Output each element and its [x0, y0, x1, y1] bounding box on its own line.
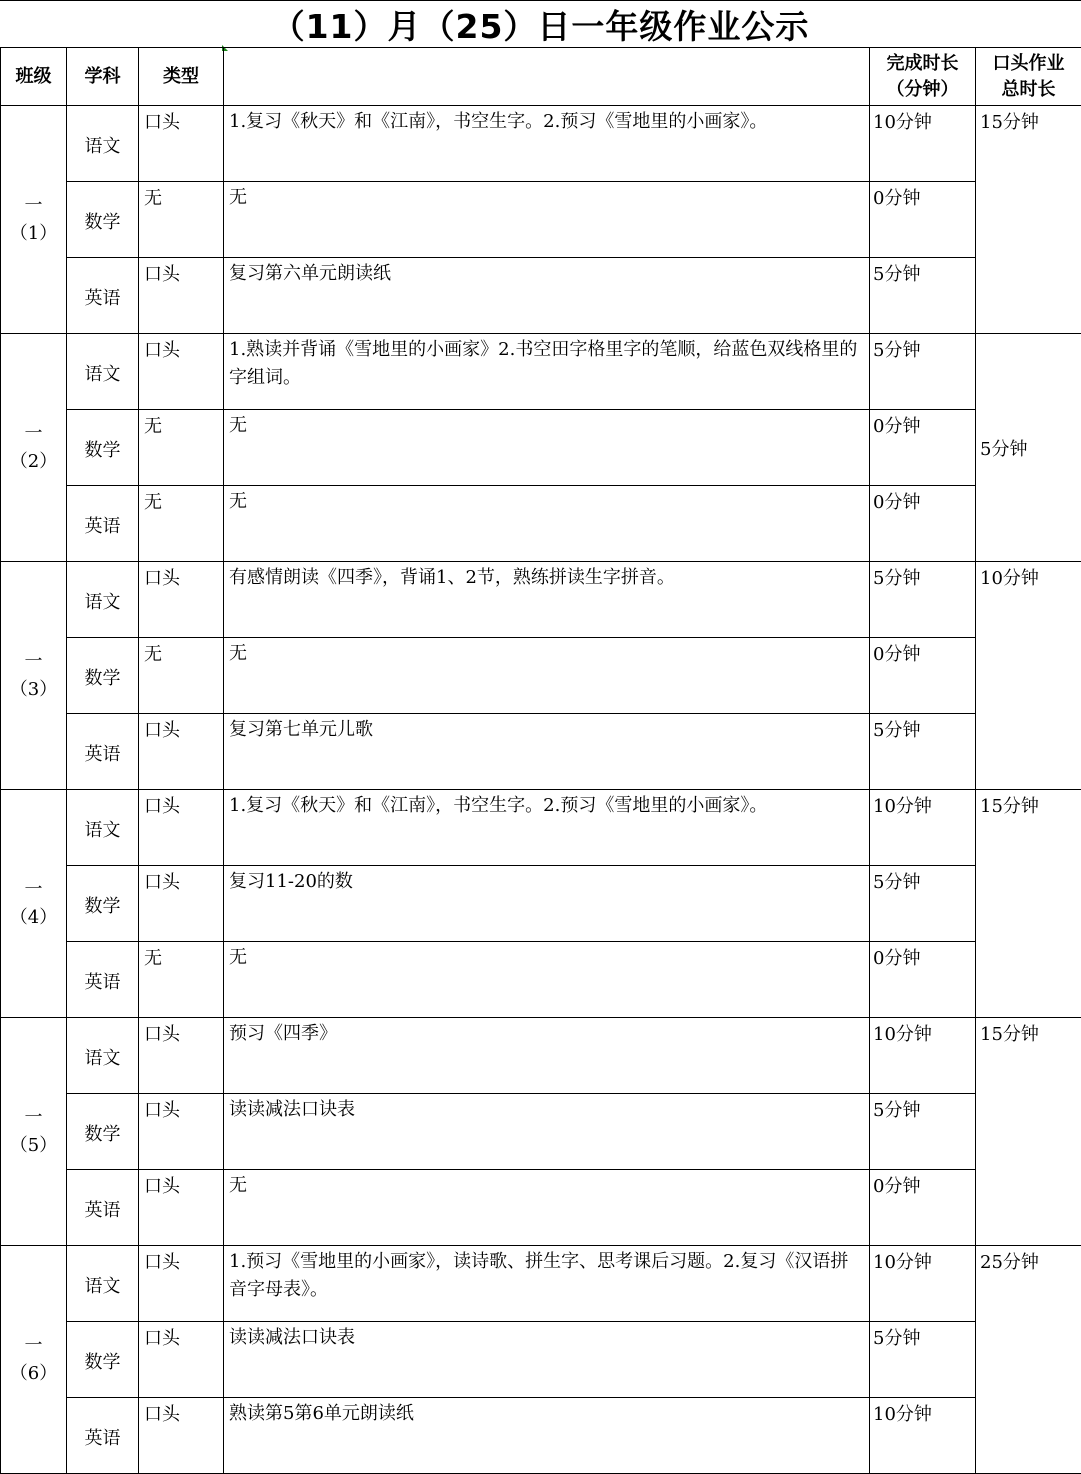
subject-cell: 英语 — [67, 258, 139, 334]
time-cell: 5分钟 — [870, 1094, 976, 1170]
type-cell: 口头 — [139, 1094, 224, 1170]
time-cell: 0分钟 — [870, 942, 976, 1018]
time-cell: 10分钟 — [870, 790, 976, 866]
class-name-bottom: （4） — [10, 907, 57, 928]
total-cell: 15分钟 — [976, 1018, 1081, 1246]
content-cell: 1.预习《雪地里的小画家》，读诗歌、拼生字、思考课后习题。2.复习《汉语拼音字母表》。 — [224, 1246, 870, 1322]
page-title: （11）月（25）日一年级作业公示 — [0, 0, 1081, 48]
total-cell: 15分钟 — [976, 790, 1081, 1018]
class-name-top: 一 — [25, 651, 43, 672]
content-cell: 无 — [224, 486, 870, 562]
class-name-top: 一 — [25, 1335, 43, 1356]
class-cell — [1, 1018, 67, 1246]
class-name-top: 一 — [25, 423, 43, 444]
subject-cell: 数学 — [67, 1322, 139, 1398]
class-name-bottom: （6） — [10, 1363, 57, 1384]
table-row — [1, 562, 1081, 638]
header-total-line2: 总时长 — [1002, 79, 1056, 100]
class-name-top: 一 — [25, 1107, 43, 1128]
time-cell: 5分钟 — [870, 334, 976, 410]
type-cell: 口头 — [139, 1246, 224, 1322]
total-cell: 5分钟 — [976, 334, 1081, 562]
class-cell — [1, 334, 67, 562]
type-cell: 口头 — [139, 714, 224, 790]
content-cell: 无 — [224, 1170, 870, 1246]
subject-cell: 数学 — [67, 1094, 139, 1170]
header-time-line1: 完成时长 — [887, 53, 959, 74]
header-time — [870, 48, 976, 106]
time-cell: 10分钟 — [870, 1398, 976, 1474]
time-cell: 5分钟 — [870, 866, 976, 942]
time-cell: 0分钟 — [870, 1170, 976, 1246]
table-row — [1, 866, 1081, 942]
total-cell: 25分钟 — [976, 1246, 1081, 1474]
time-cell: 5分钟 — [870, 562, 976, 638]
subject-cell: 英语 — [67, 1398, 139, 1474]
table-row — [1, 258, 1081, 334]
subject-cell: 数学 — [67, 410, 139, 486]
type-cell: 口头 — [139, 258, 224, 334]
table-row — [1, 334, 1081, 410]
class-cell — [1, 106, 67, 334]
table-row — [1, 942, 1081, 1018]
type-cell: 无 — [139, 410, 224, 486]
content-cell: 1.熟读并背诵《雪地里的小画家》2.书空田字格里字的笔顺，给蓝色双线格里的字组词。 — [224, 334, 870, 410]
table-row — [1, 486, 1081, 562]
content-cell: 读读减法口诀表 — [224, 1094, 870, 1170]
class-name-bottom: （3） — [10, 679, 57, 700]
type-cell: 口头 — [139, 106, 224, 182]
type-cell: 口头 — [139, 334, 224, 410]
total-cell: 15分钟 — [976, 106, 1081, 334]
type-cell: 口头 — [139, 562, 224, 638]
type-cell: 口头 — [139, 866, 224, 942]
table-row — [1, 1018, 1081, 1094]
subject-cell: 数学 — [67, 866, 139, 942]
type-cell: 口头 — [139, 1398, 224, 1474]
table-row — [1, 1322, 1081, 1398]
subject-cell: 语文 — [67, 334, 139, 410]
type-cell: 无 — [139, 182, 224, 258]
subject-cell: 英语 — [67, 1170, 139, 1246]
subject-cell: 语文 — [67, 790, 139, 866]
content-cell: 1.复习《秋天》和《江南》，书空生字。2.预习《雪地里的小画家》。 — [224, 106, 870, 182]
class-name-bottom: （1） — [10, 223, 57, 244]
subject-cell: 语文 — [67, 106, 139, 182]
header-time-line2: （分钟） — [887, 79, 959, 100]
content-cell: 无 — [224, 638, 870, 714]
class-name-bottom: （5） — [10, 1135, 57, 1156]
subject-cell: 数学 — [67, 182, 139, 258]
content-cell: 复习第六单元朗读纸 — [224, 258, 870, 334]
table-row — [1, 1170, 1081, 1246]
time-cell: 10分钟 — [870, 1018, 976, 1094]
content-cell: 复习第七单元儿歌 — [224, 714, 870, 790]
content-cell: 1.复习《秋天》和《江南》，书空生字。2.预习《雪地里的小画家》。 — [224, 790, 870, 866]
header-total — [976, 48, 1081, 106]
time-cell: 5分钟 — [870, 258, 976, 334]
table-row — [1, 790, 1081, 866]
subject-cell: 语文 — [67, 562, 139, 638]
class-name-top: 一 — [25, 879, 43, 900]
header-subject: 学科 — [67, 48, 139, 106]
table-row — [1, 182, 1081, 258]
table-row — [1, 1094, 1081, 1170]
table-row — [1, 410, 1081, 486]
time-cell: 0分钟 — [870, 182, 976, 258]
type-cell: 口头 — [139, 1322, 224, 1398]
content-cell: 无 — [224, 942, 870, 1018]
class-cell — [1, 790, 67, 1018]
content-cell: 有感情朗读《四季》，背诵1、2节，熟练拼读生字拼音。 — [224, 562, 870, 638]
content-cell: 读读减法口诀表 — [224, 1322, 870, 1398]
table-row — [1, 1246, 1081, 1322]
class-name-bottom: （2） — [10, 451, 57, 472]
homework-table — [0, 47, 1081, 1474]
content-cell: 无 — [224, 182, 870, 258]
time-cell: 0分钟 — [870, 410, 976, 486]
type-cell: 口头 — [139, 790, 224, 866]
subject-cell: 英语 — [67, 714, 139, 790]
type-cell: 无 — [139, 942, 224, 1018]
class-cell — [1, 1246, 67, 1474]
table-row — [1, 714, 1081, 790]
total-cell: 10分钟 — [976, 562, 1081, 790]
subject-cell: 数学 — [67, 638, 139, 714]
type-cell: 无 — [139, 486, 224, 562]
content-cell: 熟读第5第6单元朗读纸 — [224, 1398, 870, 1474]
content-cell: 复习11-20的数 — [224, 866, 870, 942]
type-cell: 无 — [139, 638, 224, 714]
time-cell: 5分钟 — [870, 714, 976, 790]
time-cell: 10分钟 — [870, 1246, 976, 1322]
time-cell: 5分钟 — [870, 1322, 976, 1398]
table-row — [1, 638, 1081, 714]
subject-cell: 英语 — [67, 486, 139, 562]
content-cell: 无 — [224, 410, 870, 486]
table-row — [1, 1398, 1081, 1474]
table-body — [1, 106, 1081, 1474]
class-name-top: 一 — [25, 195, 43, 216]
type-cell: 口头 — [139, 1170, 224, 1246]
table-row — [1, 106, 1081, 182]
class-cell — [1, 562, 67, 790]
subject-cell: 语文 — [67, 1246, 139, 1322]
header-class: 班级 — [1, 48, 67, 106]
content-cell: 预习《四季》 — [224, 1018, 870, 1094]
header-total-line1: 口头作业 — [993, 53, 1065, 74]
time-cell: 10分钟 — [870, 106, 976, 182]
subject-cell: 英语 — [67, 942, 139, 1018]
header-content — [224, 48, 870, 106]
time-cell: 0分钟 — [870, 486, 976, 562]
header-row — [1, 48, 1081, 106]
type-cell: 口头 — [139, 1018, 224, 1094]
subject-cell: 语文 — [67, 1018, 139, 1094]
time-cell: 0分钟 — [870, 638, 976, 714]
header-type: 类型 — [139, 48, 224, 106]
